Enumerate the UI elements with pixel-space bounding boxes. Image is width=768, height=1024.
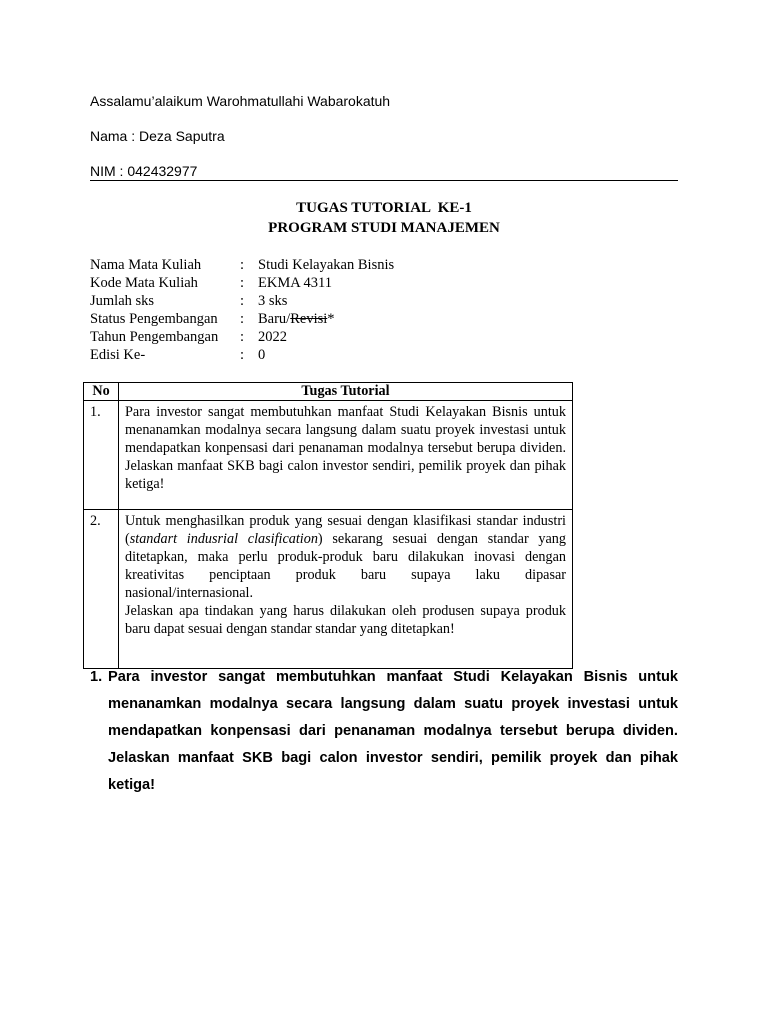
task-row: [84, 510, 573, 669]
task-text-italic: standart indusrial clasification: [129, 531, 318, 547]
task-description: Para investor sangat membutuhkan manfaat Studi Kelayakan Bisnis untuk menanamkan modalnya secara langsung dalam suatu proyek investasi untuk mendapatkan konpensasi dari penanaman modalnya tersebut berupa dividen. Jelaskan manfaat SKB bagi calon investor sendiri, pemilik proyek dan pihak ketiga!: [119, 401, 573, 510]
course-info-value: 2022: [258, 329, 287, 345]
header-divider: [90, 180, 678, 181]
task-text: ) sekarang sesuai dengan standar yang ditetapkan, maka perlu produk-produk baru dilakukan inovasi dengan kreativitas penciptaan produk baru supaya laku dipasar nasional/internasional.: [125, 531, 566, 601]
course-info-row: [90, 328, 490, 346]
status-asterisk: *: [327, 311, 335, 327]
status-revisi-strikethrough: Revisi: [290, 311, 328, 327]
doc-title-line2: PROGRAM STUDI MANAJEMEN: [268, 220, 500, 236]
task-number: 2.: [84, 510, 119, 669]
course-info-row: [90, 292, 490, 310]
task-paragraph: Jelaskan apa tindakan yang harus dilakukan oleh produsen supaya produk baru dapat sesuai dengan standar standar yang ditetapkan!: [125, 603, 566, 637]
course-info-key: Tahun Pengembangan: [90, 329, 219, 345]
course-info-value: Studi Kelayakan Bisnis: [258, 257, 395, 273]
course-info-key: Jumlah sks: [90, 293, 155, 309]
course-info-value: [258, 310, 490, 328]
greeting-text: Assalamu’alaikum Warohmatullahi Wabarokatuh: [90, 93, 391, 109]
task-number: 1.: [84, 401, 119, 510]
course-info-key: Edisi Ke-: [90, 347, 146, 363]
course-info-sep: :: [240, 311, 245, 327]
task-paragraph: [125, 512, 566, 602]
course-info-row: [90, 256, 490, 274]
course-info-row: [90, 310, 490, 328]
course-info-sep: :: [240, 293, 245, 309]
header-no: No: [84, 383, 119, 401]
task-table-header: [84, 383, 573, 401]
student-nim: NIM : 042432977: [90, 163, 198, 179]
course-info-table: [90, 256, 490, 364]
answer-question-text: Para investor sangat membutuhkan manfaat Studi Kelayakan Bisnis untuk menanamkan modalnya secara langsung dalam suatu proyek investasi untuk mendapatkan konpensasi dari penanaman modalnya tersebut berupa dividen. Jelaskan manfaat SKB bagi calon investor sendiri, pemilik proyek dan pihak ketiga!: [108, 669, 678, 793]
tutorial-task-table: [83, 382, 573, 669]
answer-number: 1.: [90, 669, 103, 685]
task-description: [119, 510, 573, 669]
course-info-value: 3 sks: [258, 293, 288, 309]
doc-title-line1: TUGAS TUTORIAL KE-1: [296, 200, 472, 216]
course-info-key: Nama Mata Kuliah: [90, 257, 202, 273]
task-text: Untuk menghasilkan produk yang sesuai dengan klasifikasi standar industri (: [125, 513, 566, 547]
task-row: [84, 401, 573, 510]
course-info-value: EKMA 4311: [258, 275, 332, 291]
course-info-sep: :: [240, 329, 245, 345]
course-info-row: [90, 274, 490, 292]
header-tugas-tutorial: Tugas Tutorial: [119, 383, 573, 401]
student-name: Nama : Deza Saputra: [90, 128, 225, 144]
course-info-sep: :: [240, 257, 245, 273]
status-baru: Baru/: [258, 311, 291, 327]
course-info-sep: :: [240, 275, 245, 291]
answer-section: [90, 664, 678, 799]
course-info-key: Kode Mata Kuliah: [90, 275, 198, 291]
course-info-value: 0: [258, 347, 266, 363]
course-info-sep: :: [240, 347, 245, 363]
course-info-row: [90, 346, 490, 364]
course-info-key: Status Pengembangan: [90, 311, 218, 327]
